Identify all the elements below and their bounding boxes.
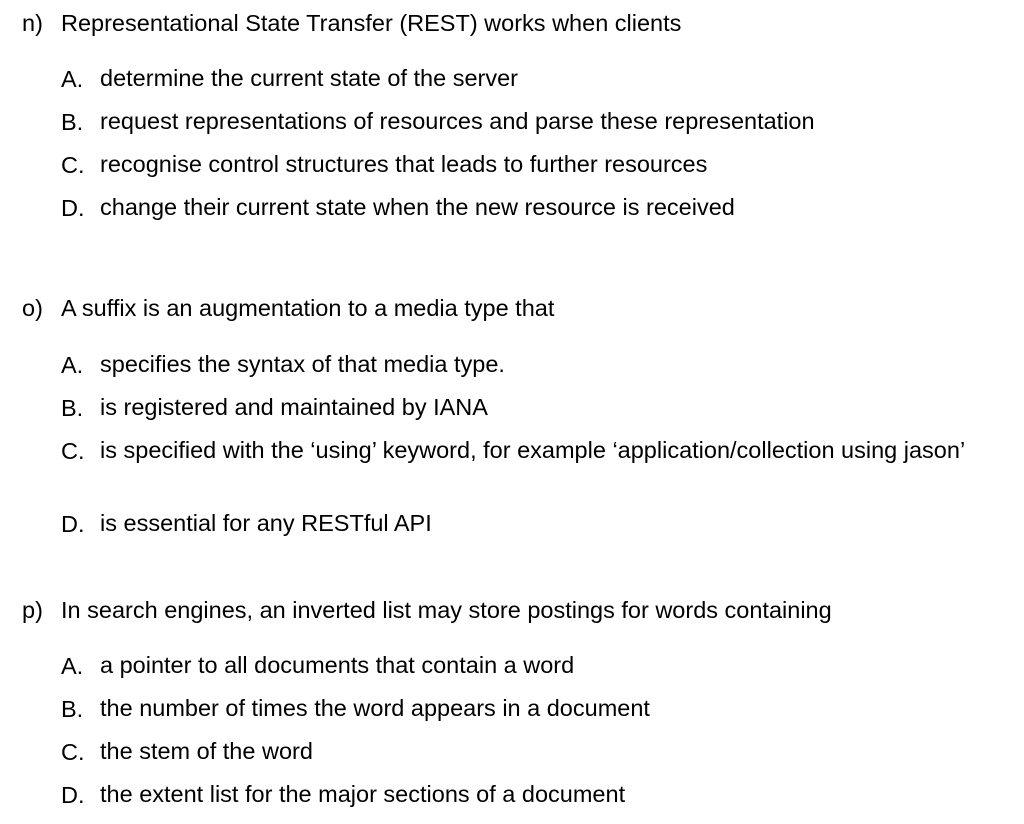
question-letter: n): [22, 10, 43, 36]
question-text: A suffix is an augmentation to a media type that: [61, 295, 555, 321]
option-text: a pointer to all documents that contain a word: [100, 652, 575, 678]
option-text: request representations of resources and parse these representation: [100, 108, 815, 134]
option-letter: A.: [61, 66, 84, 92]
option-text: is specified with the ‘using’ keyword, for example ‘application/collection using jason’: [100, 437, 966, 463]
option-letter: A.: [61, 653, 84, 679]
option-text: is essential for any RESTful API: [100, 510, 432, 536]
option-letter: D.: [61, 195, 85, 221]
option-letter: B.: [61, 395, 84, 421]
option-letter: C.: [61, 152, 85, 178]
option-letter: B.: [61, 696, 84, 722]
option-text: the extent list for the major sections of a document: [100, 781, 626, 807]
option-text: recognise control structures that leads to further resources: [100, 151, 708, 177]
option-letter: D.: [61, 782, 85, 808]
option-letter: C.: [61, 438, 85, 464]
option-text: specifies the syntax of that media type.: [100, 351, 505, 377]
option-letter: D.: [61, 511, 85, 537]
option-letter: B.: [61, 109, 84, 135]
question-letter: p): [22, 597, 43, 623]
option-text: the stem of the word: [100, 738, 313, 764]
option-text: is registered and maintained by IANA: [100, 394, 488, 420]
question-text: In search engines, an inverted list may store postings for words containing: [61, 597, 832, 623]
option-letter: A.: [61, 352, 84, 378]
option-letter: C.: [61, 739, 85, 765]
question-text: Representational State Transfer (REST) works when clients: [61, 10, 682, 36]
option-text: change their current state when the new resource is received: [100, 194, 735, 220]
question-letter: o): [22, 295, 43, 321]
option-text: the number of times the word appears in a document: [100, 695, 650, 721]
option-text: determine the current state of the server: [100, 65, 518, 91]
